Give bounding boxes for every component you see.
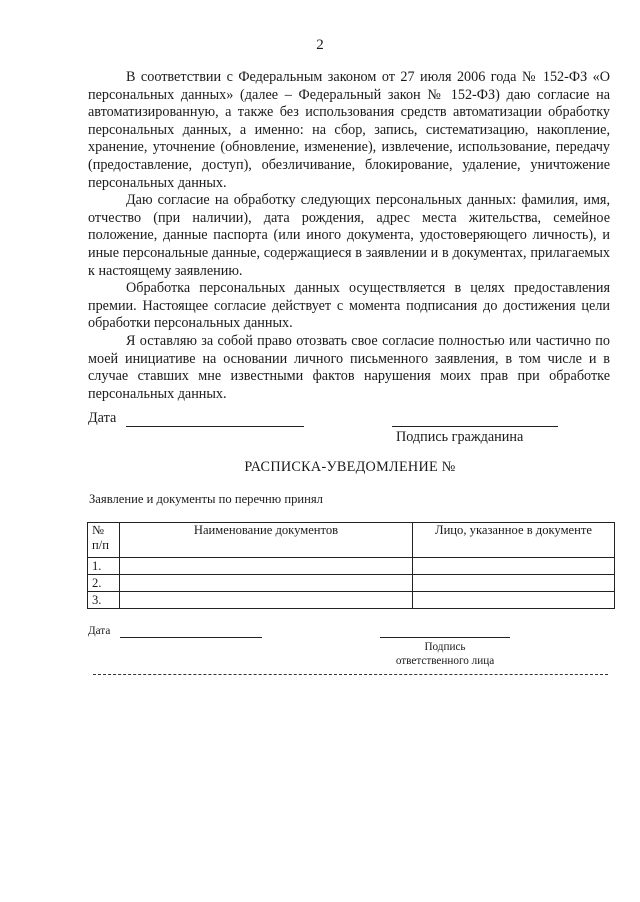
date-label: Дата <box>88 410 117 426</box>
documents-table <box>87 522 615 609</box>
header-number: № п/п <box>88 523 120 558</box>
accepted-text: Заявление и документы по перечню принял <box>89 492 323 506</box>
header-document-name: Наименование документов <box>120 523 413 558</box>
official-signature-caption: Подпись <box>424 641 466 653</box>
official-signature-blank-line <box>380 637 510 638</box>
cut-line-divider <box>93 674 608 675</box>
receipt-date-label: Дата <box>88 625 111 637</box>
row-number: 2. <box>88 575 120 592</box>
row-document-name <box>120 592 413 609</box>
header-person: Лицо, указанное в документе <box>413 523 615 558</box>
consent-paragraph-purpose: Обработка персональных данных осуществляется в целях предоставления премии. Настоящее согласие действует с момента подписания до достижения цели обработки персональных данных. <box>88 280 610 332</box>
row-document-name <box>120 575 413 592</box>
receipt-date-blank-line <box>120 637 262 638</box>
date-blank-line <box>126 426 304 427</box>
row-person <box>413 558 615 575</box>
signature-blank-line <box>392 426 558 427</box>
row-number: 1. <box>88 558 120 575</box>
table-row <box>88 558 615 575</box>
page-number: 2 <box>316 37 324 53</box>
signature-caption: Подпись гражданина <box>396 429 524 445</box>
row-number: 3. <box>88 592 120 609</box>
table-header-row <box>88 523 615 558</box>
table-row <box>88 592 615 609</box>
consent-paragraph-revocation: Я оставляю за собой право отозвать свое согласие полностью или частично по моей инициативе на основании личного письменного заявления, в том числе и в случае ставших мне известными фактов нарушения моих прав при обработке персональных данных. <box>88 332 610 402</box>
receipt-title: РАСПИСКА-УВЕДОМЛЕНИЕ № <box>244 459 456 475</box>
row-document-name <box>120 558 413 575</box>
official-signature-caption-role: ответственного лица <box>395 655 495 667</box>
table-row <box>88 575 615 592</box>
consent-paragraph-data-list: Даю согласие на обработку следующих персональных данных: фамилия, имя, отчество (при наличии), дата рождения, адрес места жительства, семейное положение, данные паспорта (или иного документа, удостоверяющего личность), и иные персональные данные, содержащиеся в заявлении и в документах, прилагаемых к настоящему заявлению. <box>88 192 610 279</box>
consent-paragraph-legal-basis: В соответствии с Федеральным законом от 27 июля 2006 года № 152-ФЗ «О персональных данных» (далее – Федеральный закон № 152-ФЗ) даю согласие на автоматизированную, а также без использования средств автоматизации обработку персональных данных, а именно: на сбор, запись, систематизацию, накопление, хранение, уточнение (обновление, изменение), извлечение, использование, передачу (предоставление, доступ), обезличивание, блокирование, удаление, уничтожение персональных данных. <box>88 69 610 191</box>
consent-body <box>88 69 610 403</box>
row-person <box>413 592 615 609</box>
row-person <box>413 575 615 592</box>
